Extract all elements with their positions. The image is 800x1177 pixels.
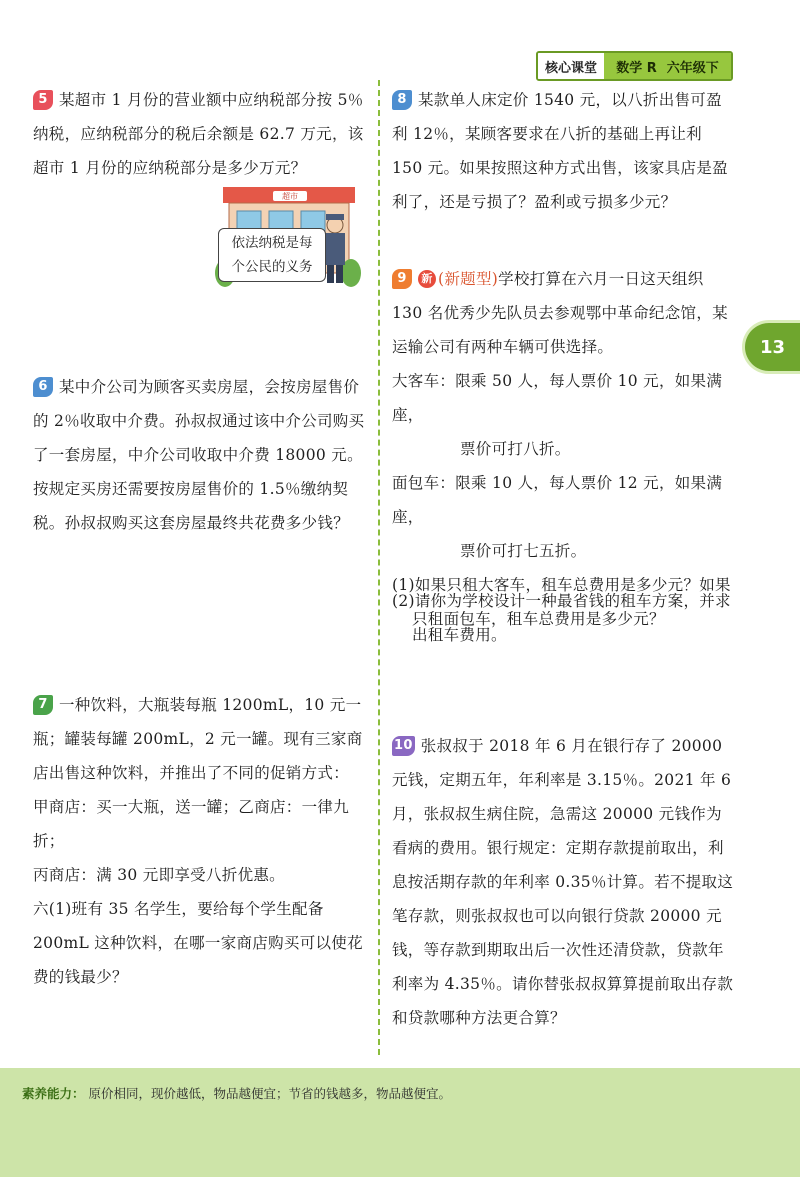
officer-leg-left — [327, 265, 334, 283]
question-8 — [392, 83, 734, 219]
brand-label: 核心课堂 — [538, 53, 604, 79]
question-7-line-4: 六(1)班有 35 名学生，要给每个学生配备 200mL 这种饮料，在哪一家商店购买可以使花费的钱最少？ — [33, 900, 363, 986]
grade-label: 六年级下 — [666, 60, 719, 76]
question-number-7: 7 — [33, 695, 53, 715]
question-7-para-1 — [33, 688, 373, 790]
officer-body — [325, 233, 345, 265]
footer-text: 原价相同，现价越低，物品越便宜；节省的钱越多，物品越便宜。 — [88, 1086, 452, 1101]
question-10-text: 张叔叔于 2018 年 6 月在银行存了 20000 元钱，定期五年，年利率是 3.15％。2021 年 6 月，张叔叔生病住院，急需这 20000 元钱作为看病的费用。银行规定：定期存款提前取出，利息按活期存款的年利率 0.35％计算。若不提取这笔存款，则张叔叔也可以向银行贷款 20000 元钱，等存款到期取出后一次性还清贷款，贷款年利率为 4.35％。请你替张叔叔算算提前取出存款和贷款哪种方法更合算？ — [392, 737, 734, 1027]
page-number-tab — [742, 320, 800, 374]
question-7 — [33, 688, 373, 994]
header-badge — [536, 51, 733, 81]
bus-line-1: 限乘 50 人，每人票价 10 元，如果满座， — [392, 372, 723, 424]
question-6-text: 某中介公司为顾客买卖房屋，会按房屋售价的 2％收取中介费。孙叔叔通过该中介公司购买了一套房屋，中介公司收取中介费 18000 元。按规定买房还需要按房屋售价的 1.5％缴纳契税。孙叔叔购买这套房屋最终共花费多少钱？ — [33, 378, 365, 532]
van-label: 面包车： — [392, 474, 456, 492]
subject-grade — [604, 53, 731, 79]
question-5 — [33, 83, 373, 185]
question-10 — [392, 729, 734, 1035]
footer-band — [0, 1068, 800, 1177]
question-6 — [33, 370, 373, 540]
speech-bubble — [218, 228, 326, 282]
page-number: 13 — [759, 336, 786, 358]
question-number-10: 10 — [392, 736, 415, 756]
column-divider — [378, 80, 380, 1055]
question-number-8: 8 — [392, 90, 412, 110]
bus-option — [392, 364, 734, 466]
question-number-9: 9 — [392, 269, 412, 289]
footer-label: 素养能力： — [22, 1086, 85, 1101]
question-number-6: 6 — [33, 377, 53, 397]
officer-cap — [326, 214, 344, 220]
question-8-text: 某款单人床定价 1540 元，以八折出售可盈利 12％，某顾客要求在八折的基础上再让利 150 元。如果按照这种方式出售，该家具店是盈利了，还是亏损了？盈利或亏损多少元？ — [392, 91, 728, 211]
speech-line-2: 个公民的义务 — [231, 259, 313, 275]
question-9-part-2: (2)请你为学校设计一种最省钱的租车方案，并求出租车费用。 — [392, 592, 731, 644]
store-sign-text: 超市 — [282, 192, 298, 201]
van-line-2: 票价可打七五折。 — [460, 542, 587, 560]
question-7-line-2: 甲商店：买一大瓶，送一罐；乙商店：一律九折； — [33, 798, 350, 850]
officer-leg-right — [336, 265, 343, 283]
new-question-type-tag: (新题型) — [438, 270, 499, 288]
new-badge-icon: 新 — [418, 270, 436, 288]
question-9 — [392, 262, 734, 636]
bus-line-2: 票价可打八折。 — [460, 440, 571, 458]
bus-label: 大客车： — [392, 372, 456, 390]
subject-label: 数学 R — [616, 60, 657, 76]
question-9-intro-block — [392, 262, 734, 364]
question-number-5: 5 — [33, 90, 53, 110]
van-option — [392, 466, 734, 568]
van-line-1: 限乘 10 人，每人票价 12 元，如果满座， — [392, 474, 723, 526]
question-9-part-1: (1)如果只租大客车，租车总费用是多少元？如果只租面包车，租车总费用是多少元？ — [392, 576, 731, 628]
speech-line-1: 依法纳税是每 — [231, 235, 313, 251]
question-9-intro: 学校打算在六月一日这天组织 130 名优秀少先队员去参观鄂中革命纪念馆，某运输公司有两种车辆可供选择。 — [392, 270, 728, 356]
footer-note — [22, 1084, 451, 1102]
question-7-line-3: 丙商店：满 30 元即享受八折优惠。 — [33, 866, 285, 884]
question-5-text: 某超市 1 月份的营业额中应纳税部分按 5％ 纳税，应纳税部分的税后余额是 62.7 万元，该超市 1 月份的应纳税部分是多少万元？ — [33, 91, 364, 177]
question-7-line-1: 一种饮料，大瓶装每瓶 1200mL，10 元一瓶；罐装每罐 200mL，2 元一罐。现有三家商店出售这种饮料，并推出了不同的促销方式： — [33, 696, 363, 782]
